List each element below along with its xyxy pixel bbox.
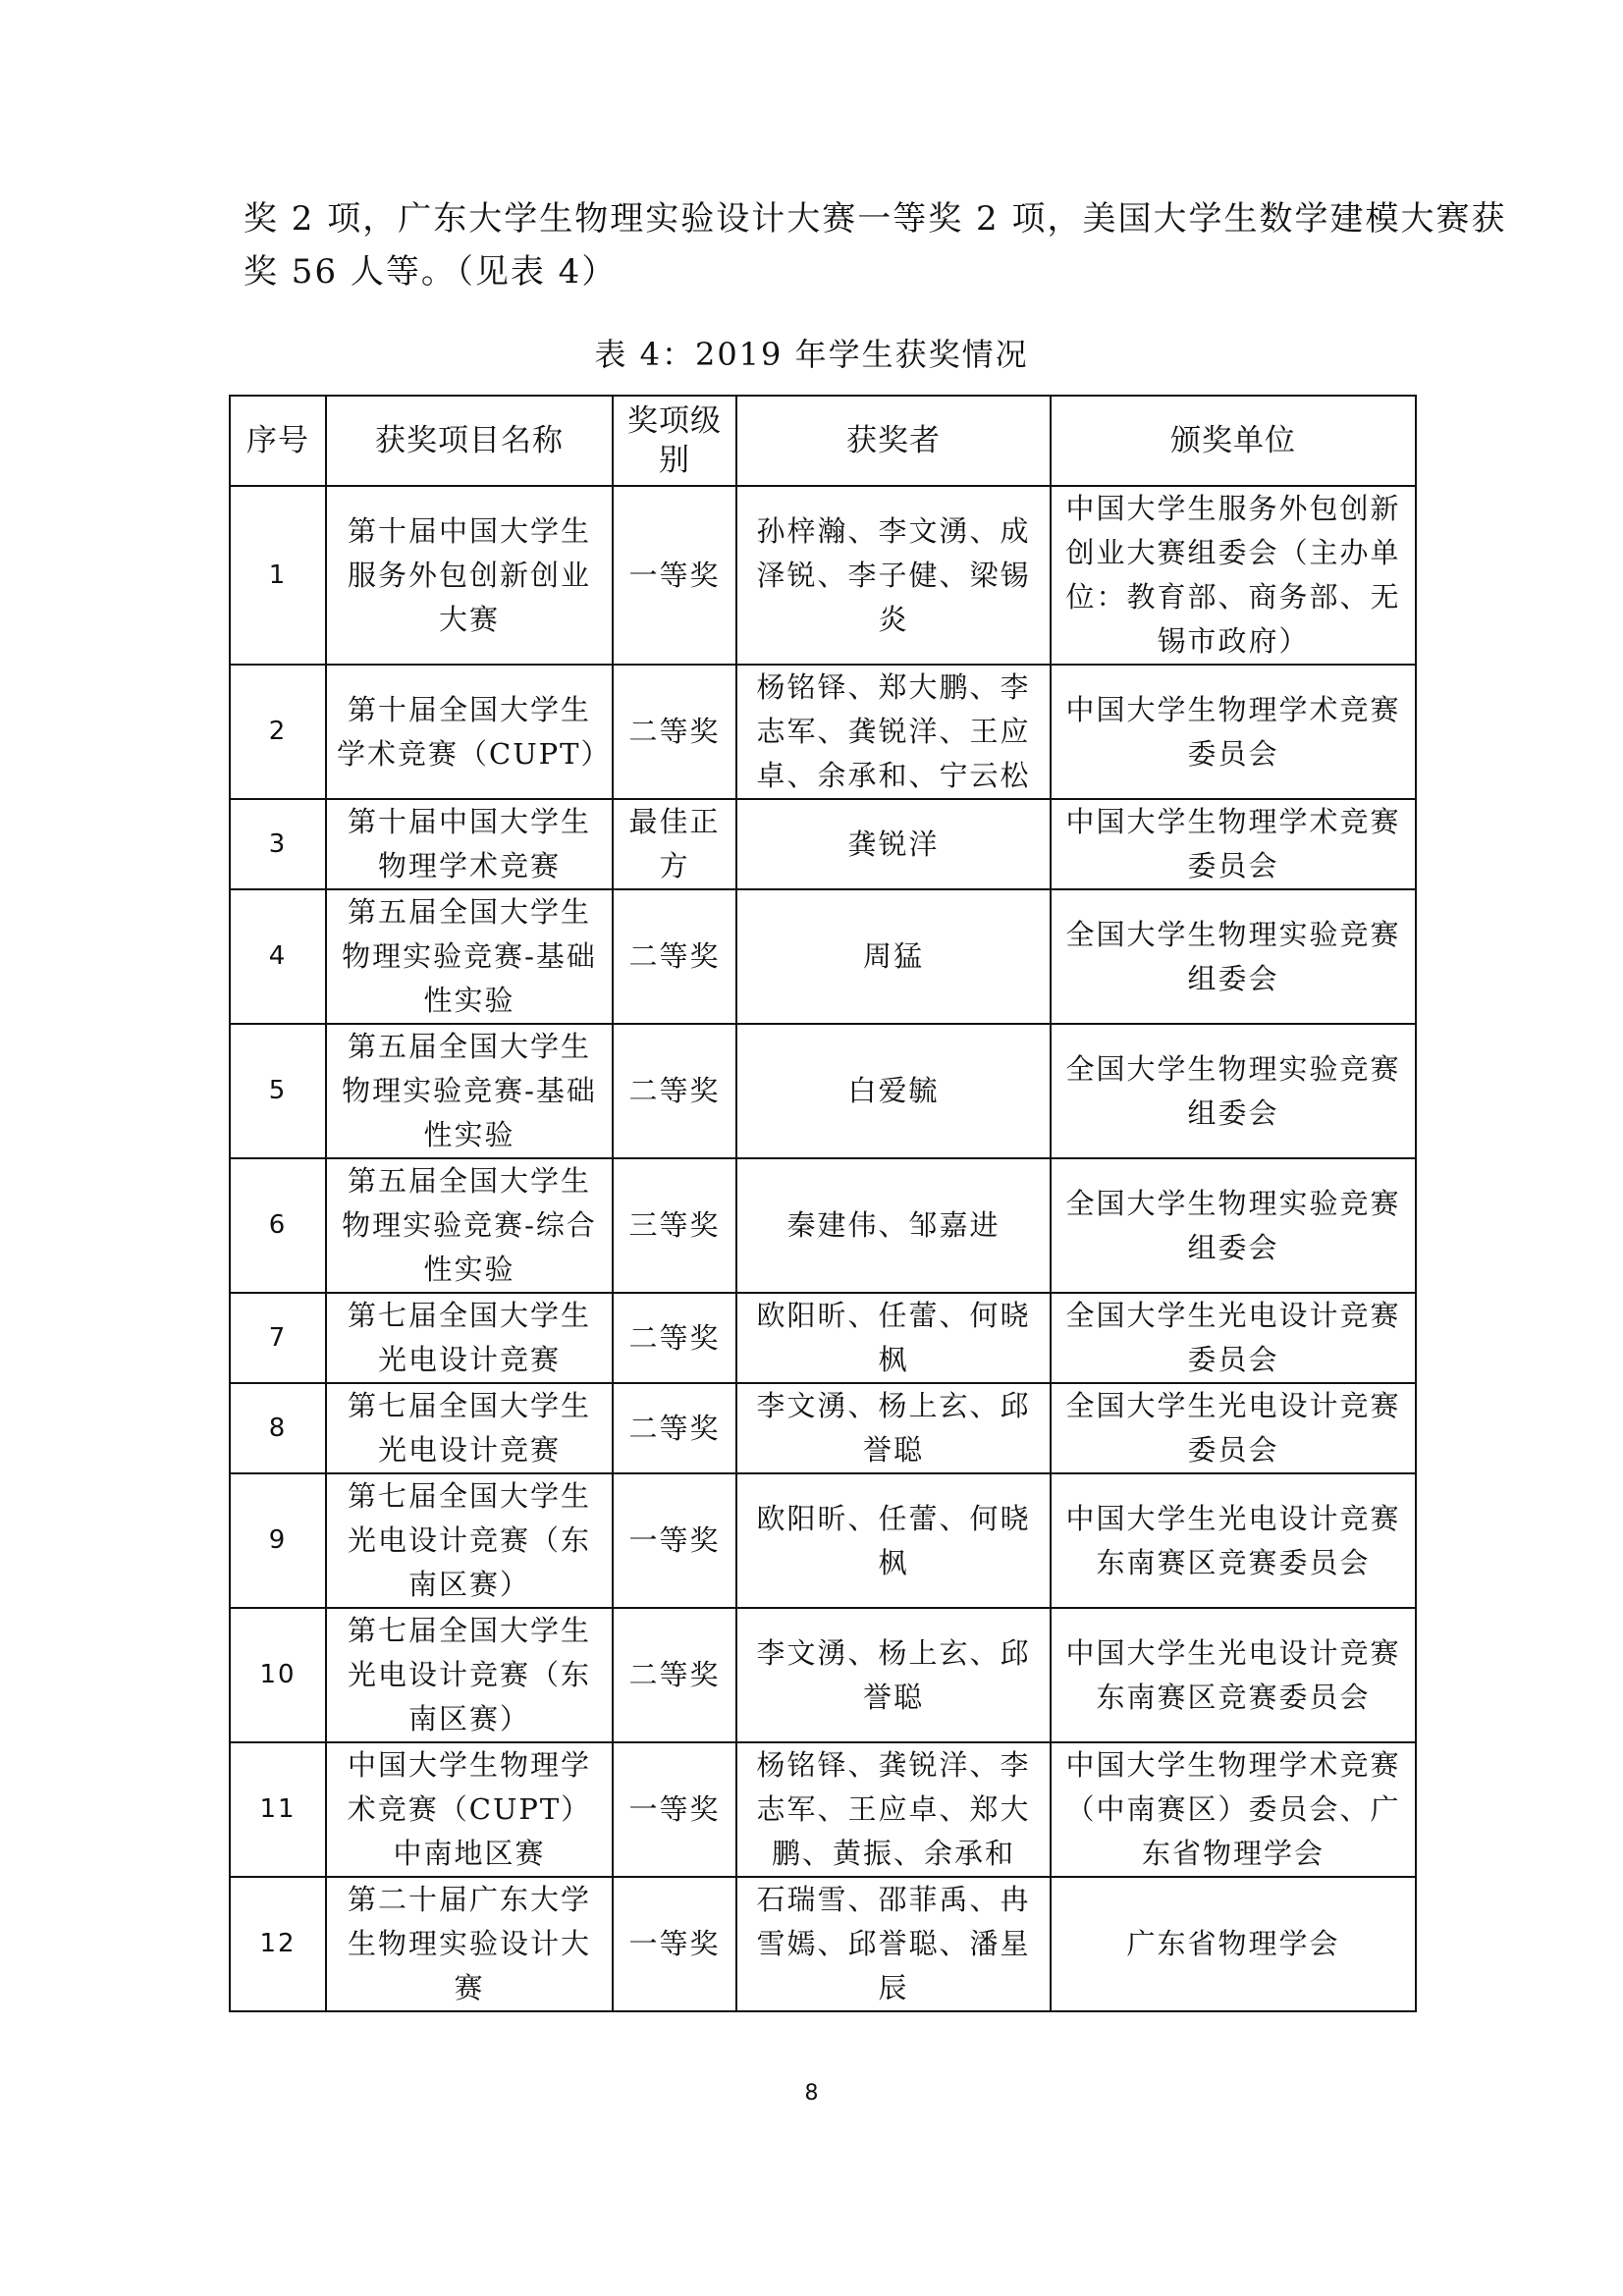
cell-name: 第十届中国大学生物理学术竞赛	[326, 799, 613, 889]
cell-seq: 12	[230, 1877, 326, 2011]
cell-winners: 周猛	[736, 889, 1051, 1024]
table-row	[230, 1024, 1416, 1158]
cell-seq: 2	[230, 665, 326, 799]
cell-name: 第七届全国大学生光电设计竞赛（东南区赛）	[326, 1608, 613, 1742]
table-row	[230, 799, 1416, 889]
header-level: 奖项级别	[613, 396, 736, 486]
cell-seq: 4	[230, 889, 326, 1024]
table-row	[230, 1293, 1416, 1383]
table-body	[230, 486, 1416, 2011]
cell-level: 最佳正方	[613, 799, 736, 889]
cell-level: 二等奖	[613, 1024, 736, 1158]
cell-issuer: 全国大学生物理实验竞赛组委会	[1051, 1024, 1416, 1158]
cell-issuer: 全国大学生光电设计竞赛委员会	[1051, 1293, 1416, 1383]
cell-winners: 欧阳昕、任蕾、何晓枫	[736, 1473, 1051, 1608]
cell-seq: 8	[230, 1383, 326, 1473]
intro-line-2: 奖 56 人等。（见表 4）	[243, 252, 618, 292]
cell-level: 二等奖	[613, 1608, 736, 1742]
cell-issuer: 中国大学生光电设计竞赛东南赛区竞赛委员会	[1051, 1473, 1416, 1608]
header-name: 获奖项目名称	[326, 396, 613, 486]
cell-winners: 白爱毓	[736, 1024, 1051, 1158]
awards-table	[229, 395, 1417, 2012]
cell-issuer: 广东省物理学会	[1051, 1877, 1416, 2011]
cell-name: 第七届全国大学生光电设计竞赛（东南区赛）	[326, 1473, 613, 1608]
cell-seq: 11	[230, 1742, 326, 1877]
cell-seq: 7	[230, 1293, 326, 1383]
table-row	[230, 1473, 1416, 1608]
cell-level: 二等奖	[613, 1383, 736, 1473]
cell-level: 一等奖	[613, 1473, 736, 1608]
cell-seq: 6	[230, 1158, 326, 1293]
cell-winners: 杨铭铎、龚锐洋、李志军、王应卓、郑大鹏、黄振、余承和	[736, 1742, 1051, 1877]
page-number: 8	[804, 2081, 819, 2106]
cell-issuer: 中国大学生物理学术竞赛委员会	[1051, 665, 1416, 799]
cell-issuer: 中国大学生光电设计竞赛东南赛区竞赛委员会	[1051, 1608, 1416, 1742]
cell-name: 第十届全国大学生学术竞赛（CUPT）	[326, 665, 613, 799]
cell-issuer: 中国大学生物理学术竞赛（中南赛区）委员会、广东省物理学会	[1051, 1742, 1416, 1877]
intro-line-1: 奖 2 项，广东大学生物理实验设计大赛一等奖 2 项，美国大学生数学建模大赛获	[243, 199, 1507, 239]
cell-level: 二等奖	[613, 665, 736, 799]
cell-seq: 3	[230, 799, 326, 889]
table-row	[230, 1383, 1416, 1473]
table-row	[230, 1608, 1416, 1742]
cell-issuer: 中国大学生物理学术竞赛委员会	[1051, 799, 1416, 889]
cell-level: 一等奖	[613, 1877, 736, 2011]
cell-level: 二等奖	[613, 889, 736, 1024]
table-row	[230, 1877, 1416, 2011]
cell-name: 第十届中国大学生服务外包创新创业大赛	[326, 486, 613, 665]
cell-winners: 李文湧、杨上玄、邱誉聪	[736, 1383, 1051, 1473]
cell-level: 三等奖	[613, 1158, 736, 1293]
cell-name: 中国大学生物理学术竞赛（CUPT）中南地区赛	[326, 1742, 613, 1877]
cell-winners: 秦建伟、邹嘉进	[736, 1158, 1051, 1293]
cell-seq: 10	[230, 1608, 326, 1742]
cell-name: 第五届全国大学生物理实验竞赛-基础性实验	[326, 889, 613, 1024]
cell-name: 第七届全国大学生光电设计竞赛	[326, 1293, 613, 1383]
cell-winners: 孙梓瀚、李文湧、成泽锐、李子健、梁锡炎	[736, 486, 1051, 665]
table-caption: 表 4：2019 年学生获奖情况	[594, 336, 1029, 373]
header-issuer: 颁奖单位	[1051, 396, 1416, 486]
header-seq: 序号	[230, 396, 326, 486]
cell-winners: 石瑞雪、邵菲禹、冉雪嫣、邱誉聪、潘星辰	[736, 1877, 1051, 2011]
cell-issuer: 中国大学生服务外包创新创业大赛组委会（主办单位：教育部、商务部、无锡市政府）	[1051, 486, 1416, 665]
cell-seq: 1	[230, 486, 326, 665]
cell-issuer: 全国大学生物理实验竞赛组委会	[1051, 889, 1416, 1024]
cell-seq: 9	[230, 1473, 326, 1608]
intro-paragraph	[243, 192, 1507, 298]
table-row	[230, 889, 1416, 1024]
cell-winners: 龚锐洋	[736, 799, 1051, 889]
header-winners: 获奖者	[736, 396, 1051, 486]
cell-winners: 杨铭铎、郑大鹏、李志军、龚锐洋、王应卓、余承和、宁云松	[736, 665, 1051, 799]
table-row	[230, 665, 1416, 799]
cell-level: 一等奖	[613, 1742, 736, 1877]
table-header-row	[230, 396, 1416, 486]
cell-seq: 5	[230, 1024, 326, 1158]
cell-winners: 李文湧、杨上玄、邱誉聪	[736, 1608, 1051, 1742]
cell-level: 一等奖	[613, 486, 736, 665]
cell-level: 二等奖	[613, 1293, 736, 1383]
table-row	[230, 1158, 1416, 1293]
table-row	[230, 1742, 1416, 1877]
cell-winners: 欧阳昕、任蕾、何晓枫	[736, 1293, 1051, 1383]
cell-name: 第五届全国大学生物理实验竞赛-基础性实验	[326, 1024, 613, 1158]
table-row	[230, 486, 1416, 665]
cell-name: 第七届全国大学生光电设计竞赛	[326, 1383, 613, 1473]
cell-issuer: 全国大学生物理实验竞赛组委会	[1051, 1158, 1416, 1293]
cell-issuer: 全国大学生光电设计竞赛委员会	[1051, 1383, 1416, 1473]
cell-name: 第五届全国大学生物理实验竞赛-综合性实验	[326, 1158, 613, 1293]
cell-name: 第二十届广东大学生物理实验设计大赛	[326, 1877, 613, 2011]
